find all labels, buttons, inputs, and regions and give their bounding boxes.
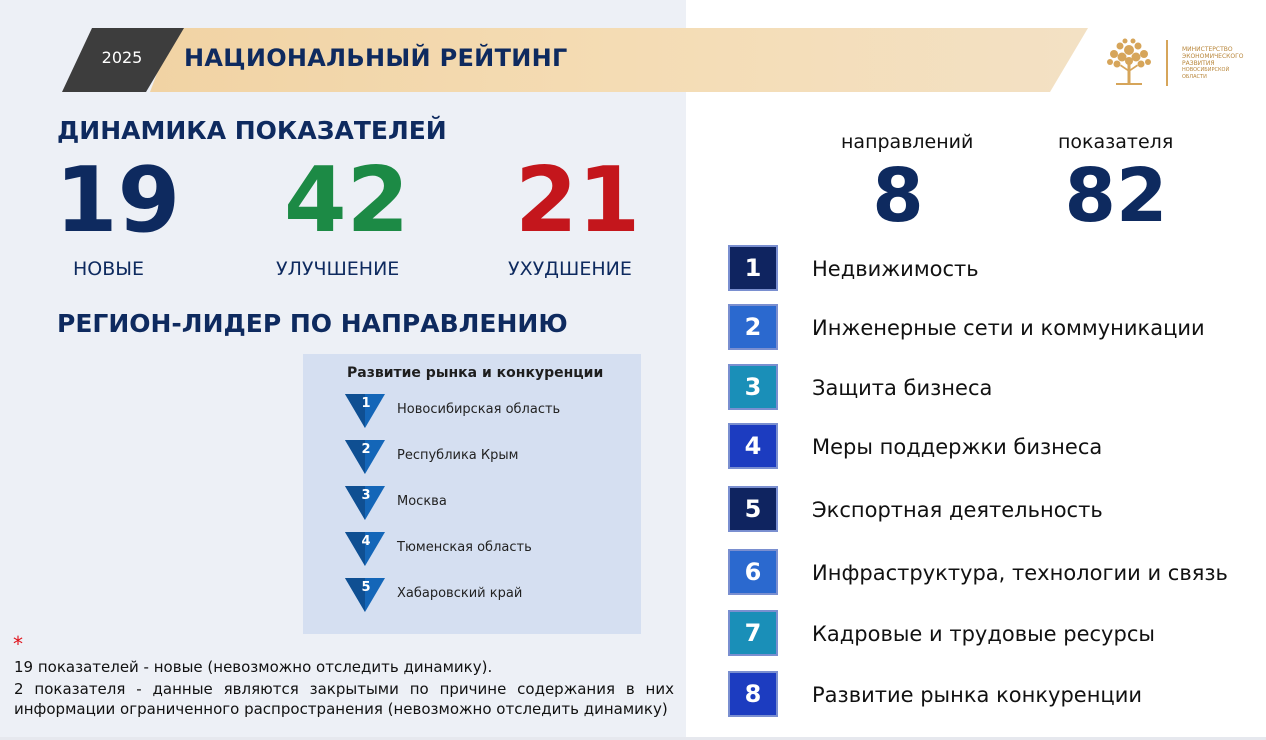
rank-number: 4 <box>361 534 371 549</box>
worsened-count: 21 <box>515 148 641 253</box>
direction-number-box: 7 <box>728 610 778 656</box>
footnote-line-1: 19 показателей - новые (невозможно отследить динамику). <box>14 658 493 676</box>
region-name: Тюменская область <box>397 540 532 555</box>
improved-count: 42 <box>284 148 410 253</box>
direction-label: Кадровые и трудовые ресурсы <box>812 622 1155 646</box>
improved-label: УЛУЧШЕНИЕ <box>276 258 400 280</box>
rank-number: 3 <box>361 488 371 503</box>
leader-item <box>345 486 635 524</box>
direction-label: Недвижимость <box>812 257 979 281</box>
rank-number: 5 <box>361 580 371 595</box>
ministry-logo <box>1100 36 1250 90</box>
direction-label: Инженерные сети и коммуникации <box>812 316 1205 340</box>
footnote-star: * <box>13 632 23 656</box>
region-name: Республика Крым <box>397 448 519 463</box>
direction-number-box: 1 <box>728 245 778 291</box>
indicators-count-label: показателя <box>1058 131 1174 153</box>
direction-number-box: 5 <box>728 486 778 532</box>
region-name: Хабаровский край <box>397 586 523 601</box>
new-count: 19 <box>55 148 181 253</box>
directions-count: 8 <box>872 153 924 239</box>
logo-divider <box>1166 40 1168 86</box>
direction-number-box: 2 <box>728 304 778 350</box>
direction-item <box>728 364 1248 416</box>
region-name: Москва <box>397 494 447 509</box>
logo-text: МИНИСТЕРСТВО ЭКОНОМИЧЕСКОГО РАЗВИТИЯ НОВОСИБИРСКОЙ ОБЛАСТИ <box>1182 46 1244 80</box>
footnote-line-2: 2 показателя - данные являются закрытыми по причине содержания в них информации ограниченного распространения (невозможно отследить динамику) <box>14 680 674 718</box>
rank-number: 1 <box>361 396 371 411</box>
dynamics-heading: ДИНАМИКА ПОКАЗАТЕЛЕЙ <box>57 116 447 145</box>
direction-label: Экспортная деятельность <box>812 498 1103 522</box>
new-label: НОВЫЕ <box>73 258 145 280</box>
direction-number-box: 6 <box>728 549 778 595</box>
direction-label: Развитие рынка конкуренции <box>812 683 1143 707</box>
leader-item <box>345 394 635 432</box>
direction-item <box>728 610 1248 662</box>
region-name: Новосибирская область <box>397 402 561 417</box>
indicators-count: 82 <box>1064 153 1168 239</box>
leader-item <box>345 578 635 616</box>
worsened-label: УХУДШЕНИЕ <box>508 258 632 280</box>
direction-item <box>728 549 1248 601</box>
direction-item <box>728 423 1248 475</box>
leader-card <box>303 354 641 634</box>
direction-number-box: 3 <box>728 364 778 410</box>
direction-item <box>728 671 1248 723</box>
page-title: НАЦИОНАЛЬНЫЙ РЕЙТИНГ <box>184 44 568 72</box>
direction-label: Меры поддержки бизнеса <box>812 435 1103 459</box>
direction-number-box: 8 <box>728 671 778 717</box>
direction-number-box: 4 <box>728 423 778 469</box>
leader-item <box>345 440 635 478</box>
year-label: 2025 <box>101 48 143 67</box>
directions-count-label: направлений <box>841 131 974 153</box>
leader-item <box>345 532 635 570</box>
direction-item <box>728 245 1248 297</box>
rank-number: 2 <box>361 442 371 457</box>
leader-card-title: Развитие рынка и конкуренции <box>347 365 604 381</box>
tree-emblem-icon <box>1102 36 1156 90</box>
direction-item <box>728 486 1248 538</box>
direction-label: Защита бизнеса <box>812 376 993 400</box>
leader-heading: РЕГИОН-ЛИДЕР ПО НАПРАВЛЕНИЮ <box>57 309 568 338</box>
direction-item <box>728 304 1248 356</box>
direction-label: Инфраструктура, технологии и связь <box>812 561 1228 585</box>
